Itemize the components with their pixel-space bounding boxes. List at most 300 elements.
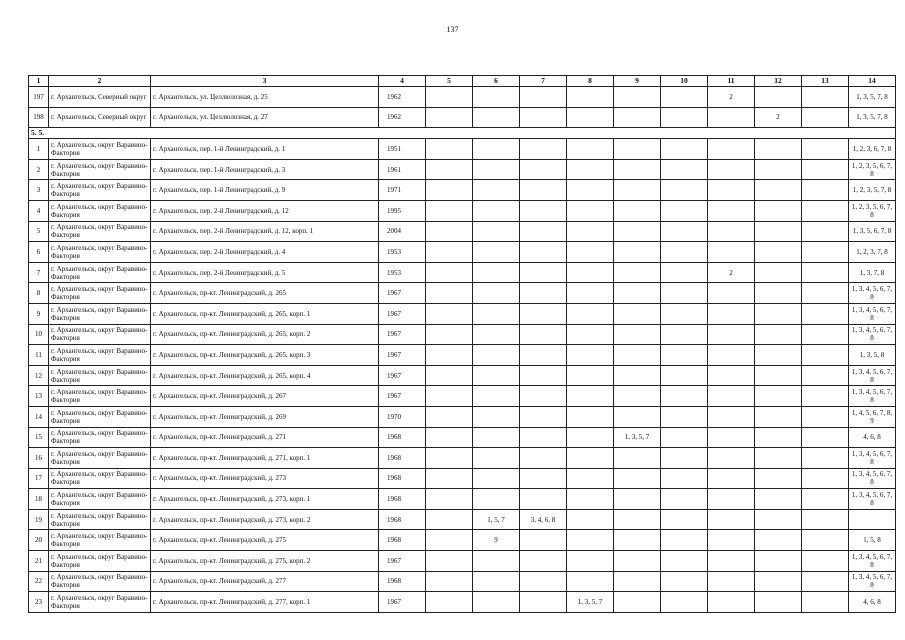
- col14-cell: 1, 3, 4, 5, 6, 7, 8: [849, 303, 896, 324]
- col7-cell: [520, 221, 567, 242]
- col12-cell: [755, 139, 802, 160]
- col7-cell: [520, 87, 567, 108]
- col14-cell: 1, 3, 4, 5, 6, 7, 8: [849, 365, 896, 386]
- col12-cell: [755, 448, 802, 469]
- col10-cell: [661, 221, 708, 242]
- col14-cell: 1, 3, 4, 5, 6, 7, 8: [849, 386, 896, 407]
- col12-cell: [755, 489, 802, 510]
- col14-cell: 1, 3, 4, 5, 6, 7, 8: [849, 448, 896, 469]
- col13-cell: [802, 303, 849, 324]
- col13-cell: [802, 551, 849, 572]
- year-cell: 1968: [379, 509, 426, 530]
- col12-cell: [755, 406, 802, 427]
- year-cell: 1967: [379, 592, 426, 613]
- column-header: 6: [473, 76, 520, 87]
- year-cell: 1962: [379, 87, 426, 108]
- col7-cell: [520, 365, 567, 386]
- table-row: [29, 221, 896, 242]
- col11-cell: [708, 200, 755, 221]
- col14-cell: 1, 3, 5, 8: [849, 345, 896, 366]
- col11-cell: [708, 386, 755, 407]
- col13-cell: [802, 139, 849, 160]
- year-cell: 2004: [379, 221, 426, 242]
- column-header: 14: [849, 76, 896, 87]
- row-number-cell: 7: [29, 262, 49, 283]
- col5-cell: [426, 509, 473, 530]
- district-cell: г. Архангельск, Северный округ: [49, 107, 151, 128]
- col12-cell: [755, 345, 802, 366]
- address-cell: г. Архангельск, пр-кт. Ленинградский, д. 267: [151, 386, 379, 407]
- year-cell: 1968: [379, 489, 426, 510]
- table-row: [29, 303, 896, 324]
- col9-cell: 1, 3, 5, 7: [614, 427, 661, 448]
- col5-cell: [426, 448, 473, 469]
- table-row: [29, 386, 896, 407]
- col13-cell: [802, 365, 849, 386]
- district-cell: г. Архангельск, округ Варавино-Фактория: [49, 324, 151, 345]
- col10-cell: [661, 262, 708, 283]
- district-cell: г. Архангельск, округ Варавино-Фактория: [49, 159, 151, 180]
- col13-cell: [802, 324, 849, 345]
- address-cell: г. Архангельск, пр-кт. Ленинградский, д. 271: [151, 427, 379, 448]
- row-number-cell: 17: [29, 468, 49, 489]
- col7-cell: [520, 200, 567, 221]
- col11-cell: [708, 159, 755, 180]
- col10-cell: [661, 386, 708, 407]
- table-body: [29, 76, 896, 613]
- col12-cell: [755, 468, 802, 489]
- col6-cell: [473, 448, 520, 469]
- table-row: [29, 262, 896, 283]
- col6-cell: [473, 200, 520, 221]
- col9-cell: [614, 107, 661, 128]
- col7-cell: [520, 262, 567, 283]
- year-cell: 1967: [379, 345, 426, 366]
- col9-cell: [614, 468, 661, 489]
- col7-cell: [520, 159, 567, 180]
- col11-cell: [708, 448, 755, 469]
- col8-cell: [567, 386, 614, 407]
- row-number-cell: 15: [29, 427, 49, 448]
- address-cell: г. Архангельск, пер. 1-й Ленинградский, д. 1: [151, 139, 379, 160]
- col7-cell: [520, 427, 567, 448]
- row-number-cell: 20: [29, 530, 49, 551]
- row-number-cell: 10: [29, 324, 49, 345]
- col13-cell: [802, 107, 849, 128]
- col8-cell: [567, 262, 614, 283]
- col14-cell: 1, 2, 3, 5, 6, 7, 8: [849, 159, 896, 180]
- col9-cell: [614, 489, 661, 510]
- col6-cell: [473, 159, 520, 180]
- col10-cell: [661, 159, 708, 180]
- col14-cell: 1, 3, 5, 7, 8: [849, 87, 896, 108]
- col7-cell: [520, 180, 567, 201]
- row-number-cell: 14: [29, 406, 49, 427]
- col13-cell: [802, 262, 849, 283]
- col5-cell: [426, 592, 473, 613]
- col9-cell: [614, 571, 661, 592]
- col10-cell: [661, 448, 708, 469]
- column-header: 3: [151, 76, 379, 87]
- district-cell: г. Архангельск, округ Варавино-Фактория: [49, 592, 151, 613]
- year-cell: 1967: [379, 551, 426, 572]
- col7-cell: [520, 592, 567, 613]
- table-row: [29, 468, 896, 489]
- year-cell: 1953: [379, 242, 426, 263]
- col5-cell: [426, 468, 473, 489]
- col8-cell: [567, 159, 614, 180]
- col6-cell: [473, 180, 520, 201]
- row-number-cell: 16: [29, 448, 49, 469]
- address-cell: г. Архангельск, ул. Целлюлозная, д. 27: [151, 107, 379, 128]
- col6-cell: [473, 324, 520, 345]
- col8-cell: [567, 468, 614, 489]
- col8-cell: [567, 200, 614, 221]
- col5-cell: [426, 324, 473, 345]
- col13-cell: [802, 221, 849, 242]
- col10-cell: [661, 509, 708, 530]
- col12-cell: [755, 200, 802, 221]
- year-cell: 1968: [379, 571, 426, 592]
- district-cell: г. Архангельск, округ Варавино-Фактория: [49, 242, 151, 263]
- col7-cell: [520, 345, 567, 366]
- column-header: 4: [379, 76, 426, 87]
- col13-cell: [802, 448, 849, 469]
- address-cell: г. Архангельск, пер. 2-й Ленинградский, д. 12, корп. 1: [151, 221, 379, 242]
- col11-cell: [708, 139, 755, 160]
- address-cell: г. Архангельск, пр-кт. Ленинградский, д. 271, корп. 1: [151, 448, 379, 469]
- table-row: [29, 489, 896, 510]
- col11-cell: [708, 468, 755, 489]
- col14-cell: 1, 5, 8: [849, 530, 896, 551]
- col8-cell: [567, 509, 614, 530]
- col10-cell: [661, 107, 708, 128]
- row-number-cell: 2: [29, 159, 49, 180]
- col14-cell: 1, 3, 4, 5, 6, 7, 8: [849, 468, 896, 489]
- col11-cell: [708, 509, 755, 530]
- header-row: [29, 76, 896, 87]
- col8-cell: [567, 448, 614, 469]
- address-cell: г. Архангельск, пр-кт. Ленинградский, д. 275: [151, 530, 379, 551]
- col10-cell: [661, 427, 708, 448]
- col9-cell: [614, 242, 661, 263]
- year-cell: 1968: [379, 448, 426, 469]
- table-row: [29, 180, 896, 201]
- col10-cell: [661, 180, 708, 201]
- table-row: [29, 530, 896, 551]
- col5-cell: [426, 139, 473, 160]
- col8-cell: [567, 406, 614, 427]
- col14-cell: [849, 509, 896, 530]
- address-cell: г. Архангельск, пр-кт. Ленинградский, д. 277, корп. 1: [151, 592, 379, 613]
- col11-cell: [708, 107, 755, 128]
- col12-cell: [755, 159, 802, 180]
- col6-cell: [473, 468, 520, 489]
- col11-cell: [708, 592, 755, 613]
- col12-cell: [755, 242, 802, 263]
- col5-cell: [426, 427, 473, 448]
- column-header: 8: [567, 76, 614, 87]
- table-row: [29, 283, 896, 304]
- col14-cell: 1, 2, 3, 6, 7, 8: [849, 139, 896, 160]
- col10-cell: [661, 303, 708, 324]
- district-cell: г. Архангельск, округ Варавино-Фактория: [49, 262, 151, 283]
- col13-cell: [802, 159, 849, 180]
- district-cell: г. Архангельск, округ Варавино-Фактория: [49, 283, 151, 304]
- col9-cell: [614, 139, 661, 160]
- district-cell: г. Архангельск, округ Варавино-Фактория: [49, 365, 151, 386]
- col14-cell: 1, 3, 5, 7, 8: [849, 107, 896, 128]
- year-cell: 1995: [379, 200, 426, 221]
- address-cell: г. Архангельск, пр-кт. Ленинградский, д. 277: [151, 571, 379, 592]
- col14-cell: 1, 3, 5, 6, 7, 8: [849, 221, 896, 242]
- col9-cell: [614, 406, 661, 427]
- address-cell: г. Архангельск, пр-кт. Ленинградский, д. 273, корп. 1: [151, 489, 379, 510]
- column-header: 7: [520, 76, 567, 87]
- col14-cell: 1, 2, 3, 5, 6, 7, 8: [849, 200, 896, 221]
- address-cell: г. Архангельск, пр-кт. Ленинградский, д. 265, корп. 4: [151, 365, 379, 386]
- col10-cell: [661, 406, 708, 427]
- district-cell: г. Архангельск, округ Варавино-Фактория: [49, 571, 151, 592]
- col5-cell: [426, 87, 473, 108]
- district-cell: г. Архангельск, округ Варавино-Фактория: [49, 509, 151, 530]
- address-cell: г. Архангельск, пер. 2-й Ленинградский, д. 5: [151, 262, 379, 283]
- col6-cell: [473, 303, 520, 324]
- col6-cell: 9: [473, 530, 520, 551]
- col7-cell: [520, 324, 567, 345]
- col7-cell: [520, 571, 567, 592]
- table-row: [29, 406, 896, 427]
- col11-cell: [708, 221, 755, 242]
- col13-cell: [802, 180, 849, 201]
- col7-cell: [520, 551, 567, 572]
- col10-cell: [661, 468, 708, 489]
- col5-cell: [426, 283, 473, 304]
- row-number-cell: 21: [29, 551, 49, 572]
- col9-cell: [614, 530, 661, 551]
- col7-cell: [520, 448, 567, 469]
- district-cell: г. Архангельск, округ Варавино-Фактория: [49, 200, 151, 221]
- col12-cell: [755, 509, 802, 530]
- district-cell: г. Архангельск, округ Варавино-Фактория: [49, 530, 151, 551]
- district-cell: г. Архангельск, округ Варавино-Фактория: [49, 468, 151, 489]
- address-cell: г. Архангельск, ул. Целлюлозная, д. 25: [151, 87, 379, 108]
- col14-cell: 1, 3, 4, 5, 6, 7, 8: [849, 551, 896, 572]
- col11-cell: 2: [708, 87, 755, 108]
- year-cell: 1971: [379, 180, 426, 201]
- col9-cell: [614, 180, 661, 201]
- column-header: 13: [802, 76, 849, 87]
- column-header: 11: [708, 76, 755, 87]
- col5-cell: [426, 221, 473, 242]
- table-row: [29, 107, 896, 128]
- year-cell: 1967: [379, 324, 426, 345]
- row-number-cell: 13: [29, 386, 49, 407]
- col13-cell: [802, 87, 849, 108]
- col8-cell: [567, 324, 614, 345]
- col5-cell: [426, 530, 473, 551]
- col13-cell: [802, 489, 849, 510]
- row-number-cell: 8: [29, 283, 49, 304]
- year-cell: 1961: [379, 159, 426, 180]
- district-cell: г. Архангельск, округ Варавино-Фактория: [49, 345, 151, 366]
- col12-cell: [755, 303, 802, 324]
- col9-cell: [614, 345, 661, 366]
- col6-cell: [473, 406, 520, 427]
- col5-cell: [426, 242, 473, 263]
- col8-cell: [567, 303, 614, 324]
- row-number-cell: 4: [29, 200, 49, 221]
- col8-cell: [567, 571, 614, 592]
- col9-cell: [614, 200, 661, 221]
- section-row: [29, 128, 896, 139]
- col13-cell: [802, 242, 849, 263]
- col10-cell: [661, 200, 708, 221]
- col13-cell: [802, 592, 849, 613]
- district-cell: г. Архангельск, округ Варавино-Фактория: [49, 303, 151, 324]
- col5-cell: [426, 159, 473, 180]
- column-header: 1: [29, 76, 49, 87]
- col12-cell: [755, 571, 802, 592]
- col12-cell: [755, 283, 802, 304]
- col9-cell: [614, 262, 661, 283]
- col10-cell: [661, 139, 708, 160]
- address-cell: г. Архангельск, пр-кт. Ленинградский, д. 265, корп. 1: [151, 303, 379, 324]
- col8-cell: [567, 283, 614, 304]
- col5-cell: [426, 489, 473, 510]
- page-number: 137: [446, 25, 459, 34]
- district-cell: г. Архангельск, округ Варавино-Фактория: [49, 489, 151, 510]
- col14-cell: 1, 2, 3, 7, 8: [849, 242, 896, 263]
- col6-cell: [473, 262, 520, 283]
- col7-cell: [520, 406, 567, 427]
- table-row: [29, 365, 896, 386]
- column-header: 2: [49, 76, 151, 87]
- col5-cell: [426, 345, 473, 366]
- col6-cell: [473, 139, 520, 160]
- col11-cell: [708, 283, 755, 304]
- col5-cell: [426, 107, 473, 128]
- col5-cell: [426, 571, 473, 592]
- address-cell: г. Архангельск, пр-кт. Ленинградский, д. 273: [151, 468, 379, 489]
- year-cell: 1967: [379, 386, 426, 407]
- col14-cell: 1, 3, 4, 5, 6, 7, 8: [849, 571, 896, 592]
- column-header: 9: [614, 76, 661, 87]
- col10-cell: [661, 283, 708, 304]
- col10-cell: [661, 87, 708, 108]
- table-row: [29, 159, 896, 180]
- col9-cell: [614, 551, 661, 572]
- col9-cell: [614, 159, 661, 180]
- col12-cell: [755, 427, 802, 448]
- col6-cell: [473, 365, 520, 386]
- col14-cell: 1, 4, 5, 6, 7, 8, 9: [849, 406, 896, 427]
- table-row: [29, 551, 896, 572]
- col7-cell: [520, 530, 567, 551]
- address-cell: г. Архангельск, пр-кт. Ленинградский, д. 273, корп. 2: [151, 509, 379, 530]
- col8-cell: [567, 530, 614, 551]
- col8-cell: [567, 427, 614, 448]
- col8-cell: [567, 489, 614, 510]
- address-cell: г. Архангельск, пр-кт. Ленинградский, д. 275, корп. 2: [151, 551, 379, 572]
- row-number-cell: 19: [29, 509, 49, 530]
- col8-cell: [567, 107, 614, 128]
- col10-cell: [661, 592, 708, 613]
- address-cell: г. Архангельск, пер. 2-й Ленинградский, д. 12: [151, 200, 379, 221]
- col10-cell: [661, 365, 708, 386]
- col5-cell: [426, 262, 473, 283]
- col11-cell: [708, 489, 755, 510]
- col8-cell: [567, 551, 614, 572]
- col12-cell: [755, 530, 802, 551]
- col12-cell: [755, 386, 802, 407]
- column-header: 10: [661, 76, 708, 87]
- col5-cell: [426, 303, 473, 324]
- col5-cell: [426, 200, 473, 221]
- year-cell: 1967: [379, 283, 426, 304]
- year-cell: 1962: [379, 107, 426, 128]
- district-cell: г. Архангельск, округ Варавино-Фактория: [49, 180, 151, 201]
- col11-cell: [708, 324, 755, 345]
- col12-cell: [755, 592, 802, 613]
- col6-cell: [473, 592, 520, 613]
- col6-cell: [473, 107, 520, 128]
- col10-cell: [661, 571, 708, 592]
- col6-cell: [473, 427, 520, 448]
- col8-cell: [567, 221, 614, 242]
- district-cell: г. Архангельск, округ Варавино-Фактория: [49, 448, 151, 469]
- col8-cell: [567, 180, 614, 201]
- year-cell: 1968: [379, 530, 426, 551]
- col5-cell: [426, 386, 473, 407]
- row-number-cell: 197: [29, 87, 49, 108]
- col12-cell: [755, 262, 802, 283]
- col6-cell: [473, 571, 520, 592]
- table-row: [29, 448, 896, 469]
- table-row: [29, 139, 896, 160]
- table-row: [29, 324, 896, 345]
- col13-cell: [802, 509, 849, 530]
- row-number-cell: 23: [29, 592, 49, 613]
- col13-cell: [802, 283, 849, 304]
- col10-cell: [661, 324, 708, 345]
- district-cell: г. Архангельск, округ Варавино-Фактория: [49, 406, 151, 427]
- col6-cell: [473, 87, 520, 108]
- col8-cell: [567, 365, 614, 386]
- col5-cell: [426, 365, 473, 386]
- year-cell: 1968: [379, 468, 426, 489]
- col9-cell: [614, 386, 661, 407]
- section-label: 5. 5.: [29, 128, 896, 139]
- address-cell: г. Архангельск, пр-кт. Ленинградский, д. 265, корп. 2: [151, 324, 379, 345]
- address-cell: г. Архангельск, пр-кт. Ленинградский, д. 269: [151, 406, 379, 427]
- col13-cell: [802, 530, 849, 551]
- col12-cell: [755, 87, 802, 108]
- column-header: 12: [755, 76, 802, 87]
- table-row: [29, 571, 896, 592]
- col7-cell: [520, 303, 567, 324]
- col11-cell: [708, 303, 755, 324]
- column-header: 5: [426, 76, 473, 87]
- col6-cell: [473, 551, 520, 572]
- col7-cell: [520, 489, 567, 510]
- col10-cell: [661, 551, 708, 572]
- col11-cell: [708, 406, 755, 427]
- col14-cell: 4, 6, 8: [849, 592, 896, 613]
- col11-cell: [708, 427, 755, 448]
- col14-cell: 1, 3, 7, 8: [849, 262, 896, 283]
- col11-cell: [708, 242, 755, 263]
